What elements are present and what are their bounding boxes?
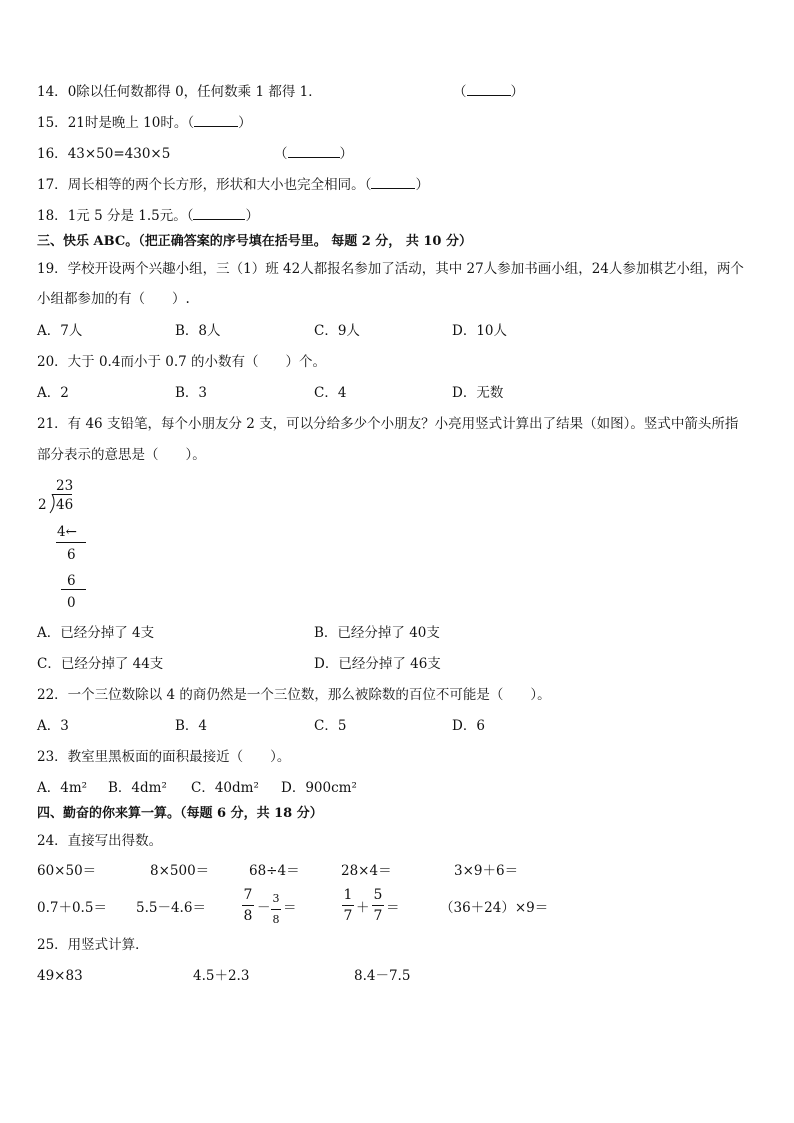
- question-18: [37, 207, 259, 225]
- denominator: 8: [243, 908, 253, 924]
- question-24-title: 24．直接写出得数。: [37, 833, 163, 849]
- answer-blank-17[interactable]: [365, 177, 429, 193]
- division-quotient: 23: [56, 478, 74, 494]
- question-19-line-1: 19．学校开设两个兴趣小组，三（1）班 42人都报名参加了活动，其中 27人参加书画小组，24人参加棋艺小组，两个: [37, 261, 744, 277]
- question-number: 17．: [37, 177, 68, 193]
- option-20-c[interactable]: C．4: [314, 385, 347, 401]
- option-22-b[interactable]: B．4: [175, 718, 208, 734]
- option-19-a[interactable]: A．7人: [37, 323, 83, 339]
- vertical-calc-4.5plus2.3: 4.5＋2.3: [193, 968, 250, 984]
- question-number: 14．: [37, 84, 68, 100]
- division-step-2: 6: [67, 547, 76, 563]
- calc-68div4: 68÷4＝: [249, 863, 300, 879]
- option-22-c[interactable]: C．5: [314, 718, 347, 734]
- calc-8x500: 8×500＝: [150, 863, 210, 879]
- question-19-line-2: 小组都参加的有（ ）.: [37, 291, 190, 307]
- plus-sign: ＋: [356, 900, 370, 916]
- question-number: 18．: [37, 208, 68, 224]
- fraction-7-8: [242, 886, 254, 925]
- question-text: 1元 5 分是 1.5元。: [67, 208, 187, 224]
- blank-line[interactable]: [371, 176, 415, 189]
- open-paren: （: [186, 208, 194, 224]
- fraction-bar: [342, 905, 354, 906]
- arrow-left-icon: ←: [65, 524, 77, 540]
- fraction-bar: [372, 905, 384, 906]
- division-rule-1: [56, 542, 86, 543]
- fraction-bar: [271, 909, 281, 910]
- question-22: 22．一个三位数除以 4 的商仍然是一个三位数，那么被除数的百位不可能是（ ）。: [37, 687, 551, 703]
- open-paren: （: [364, 177, 372, 193]
- denominator: 7: [343, 908, 353, 924]
- question-21-line-1: 21．有 46 支铅笔，每个小朋友分 2 支，可以分给多少个小朋友？小亮用竖式计算出了结果（如图）。竖式中箭头所指: [37, 416, 739, 432]
- option-21-d[interactable]: D．已经分掉了 46支: [314, 656, 441, 672]
- denominator: 8: [272, 913, 280, 926]
- section-3-heading: 三、快乐 ABC。（把正确答案的序号填在括号里。 每题 2 分， 共 10 分）: [37, 234, 472, 249]
- question-number: 16．: [37, 146, 68, 162]
- minus-sign: －: [257, 900, 271, 916]
- open-paren: （: [187, 115, 195, 131]
- question-16: [37, 145, 170, 163]
- option-21-c[interactable]: C．已经分掉了 44支: [37, 656, 164, 672]
- question-23: 23．教室里黑板面的面积最接近（ ）。: [37, 749, 291, 765]
- fraction-3-8: [271, 890, 281, 929]
- division-divisor: 2: [38, 497, 47, 513]
- question-21-line-2: 部分表示的意思是（ ）。: [37, 447, 206, 463]
- option-21-b[interactable]: B．已经分掉了 40支: [314, 625, 440, 641]
- close-paren: ）: [339, 146, 353, 162]
- division-step-3: 6: [67, 573, 76, 589]
- section-4-heading: 四、勤奋的你来算一算。（每题 6 分，共 18 分）: [37, 806, 323, 821]
- equals-sign: ＝: [386, 900, 400, 916]
- vertical-calc-49x83: 49×83: [37, 968, 83, 984]
- option-23-b[interactable]: B．4dm²: [108, 780, 167, 796]
- answer-blank-16[interactable]: [274, 145, 353, 163]
- close-paren: ）: [245, 208, 259, 224]
- step-1-value: 4: [57, 524, 66, 540]
- fraction-1-7: [342, 886, 354, 925]
- calc-36plus24-times9: （36＋24）×9＝: [440, 900, 549, 916]
- option-21-a[interactable]: A．已经分掉了 4支: [37, 625, 155, 641]
- option-22-a[interactable]: A．3: [37, 718, 69, 734]
- denominator: 7: [373, 908, 383, 924]
- equals-sign: ＝: [283, 900, 297, 916]
- option-20-a[interactable]: A．2: [37, 385, 69, 401]
- option-23-c[interactable]: C．40dm²: [191, 780, 259, 796]
- option-19-b[interactable]: B．8人: [175, 323, 221, 339]
- calc-60x50: 60×50＝: [37, 863, 97, 879]
- blank-line[interactable]: [467, 83, 511, 96]
- question-number: 15．: [37, 115, 68, 131]
- division-remainder: 0: [67, 595, 76, 611]
- open-paren: （: [274, 146, 288, 162]
- open-paren: （: [453, 84, 467, 100]
- fraction-5-7: [372, 886, 384, 925]
- option-23-d[interactable]: D．900cm²: [281, 780, 357, 796]
- option-19-c[interactable]: C．9人: [314, 323, 360, 339]
- question-text: 21时是晚上 10时。: [67, 115, 188, 131]
- question-20: 20．大于 0.4而小于 0.7 的小数有（ ）个。: [37, 354, 326, 370]
- question-14: [37, 83, 322, 101]
- answer-blank-18[interactable]: [187, 208, 259, 224]
- option-22-d[interactable]: D．6: [452, 718, 485, 734]
- answer-blank-14[interactable]: [453, 83, 524, 101]
- calc-3x9plus6: 3×9＋6＝: [454, 863, 519, 879]
- fraction-bar: [242, 905, 254, 906]
- calc-28x4: 28×4＝: [341, 863, 392, 879]
- blank-line[interactable]: [194, 114, 238, 127]
- calc-5.5minus4.6: 5.5－4.6＝: [136, 900, 206, 916]
- division-rule-2: [61, 589, 86, 590]
- answer-blank-15[interactable]: [187, 115, 251, 131]
- division-dividend: 46: [56, 497, 74, 513]
- close-paren: ）: [415, 177, 429, 193]
- calc-0.7plus0.5: 0.7＋0.5＝: [37, 900, 107, 916]
- numerator: 5: [373, 887, 383, 903]
- option-20-d[interactable]: D．无数: [452, 385, 504, 401]
- question-25-title: 25．用竖式计算．: [37, 937, 149, 953]
- numerator: 1: [343, 887, 353, 903]
- division-step-1: [57, 523, 77, 541]
- vertical-calc-8.4minus7.5: 8.4－7.5: [354, 968, 411, 984]
- question-17: [37, 176, 429, 194]
- question-text: 43×50=430×5: [67, 146, 171, 162]
- numerator: 7: [243, 887, 253, 903]
- question-text: 周长相等的两个长方形，形状和大小也完全相同。: [67, 177, 365, 193]
- option-19-d[interactable]: D．10人: [452, 323, 508, 339]
- question-15: [37, 114, 252, 132]
- question-text: 0除以任何数都得 0，任何数乘 1 都得 1．: [67, 84, 322, 100]
- option-20-b[interactable]: B．3: [175, 385, 208, 401]
- close-paren: ）: [510, 84, 524, 100]
- numerator: 3: [272, 892, 280, 905]
- close-paren: ）: [238, 115, 252, 131]
- option-23-a[interactable]: A．4m²: [37, 780, 88, 796]
- blank-line[interactable]: [288, 145, 340, 158]
- blank-line[interactable]: [193, 207, 245, 220]
